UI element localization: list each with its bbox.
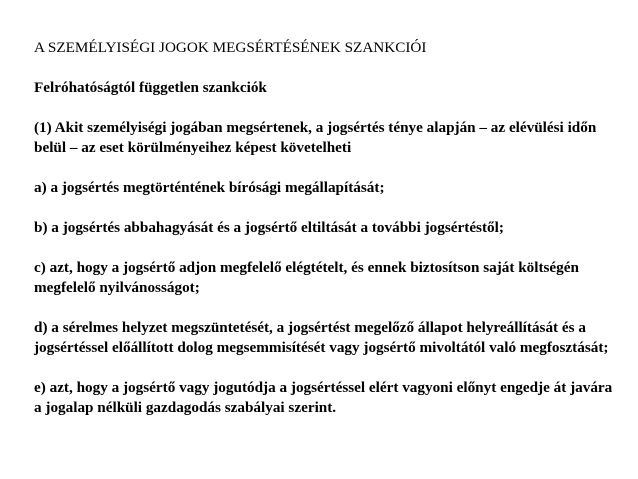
- paragraph-b: b) a jogsértés abbahagyását és a jogsértő eltiltását a további jogsértéstől;: [34, 219, 504, 236]
- paragraph-e: e) azt, hogy a jogsértő vagy jogutódja a jogsértéssel elért vagyoni előnyt engedje át javára a jogalap nélküli gazdagodás szabályai szerint.: [34, 379, 613, 416]
- paragraph-intro: (1) Akit személyiségi jogában megsértenek, a jogsértés ténye alapján – az elévülési időn belül – az eset körülményeihez képest követelheti: [34, 119, 597, 156]
- slide-content: [34, 38, 614, 418]
- page-title: A SZEMÉLYISÉGI JOGOK MEGSÉRTÉSÉNEK SZANKCIÓI: [34, 39, 427, 56]
- paragraph-d: d) a sérelmes helyzet megszüntetését, a jogsértést megelőző állapot helyreállítását és a jogsértéssel előállított dolog megsemmisítését vagy jogsértő mivoltától való megfosztását;: [34, 319, 609, 356]
- section-subtitle: Felróhatóságtól független szankciók: [34, 79, 267, 96]
- paragraph-a: a) a jogsértés megtörténtének bírósági megállapítását;: [34, 179, 385, 196]
- paragraph-c: c) azt, hogy a jogsértő adjon megfelelő elégtételt, és ennek biztosítson saját költségén megfelelő nyilvánosságot;: [34, 259, 579, 296]
